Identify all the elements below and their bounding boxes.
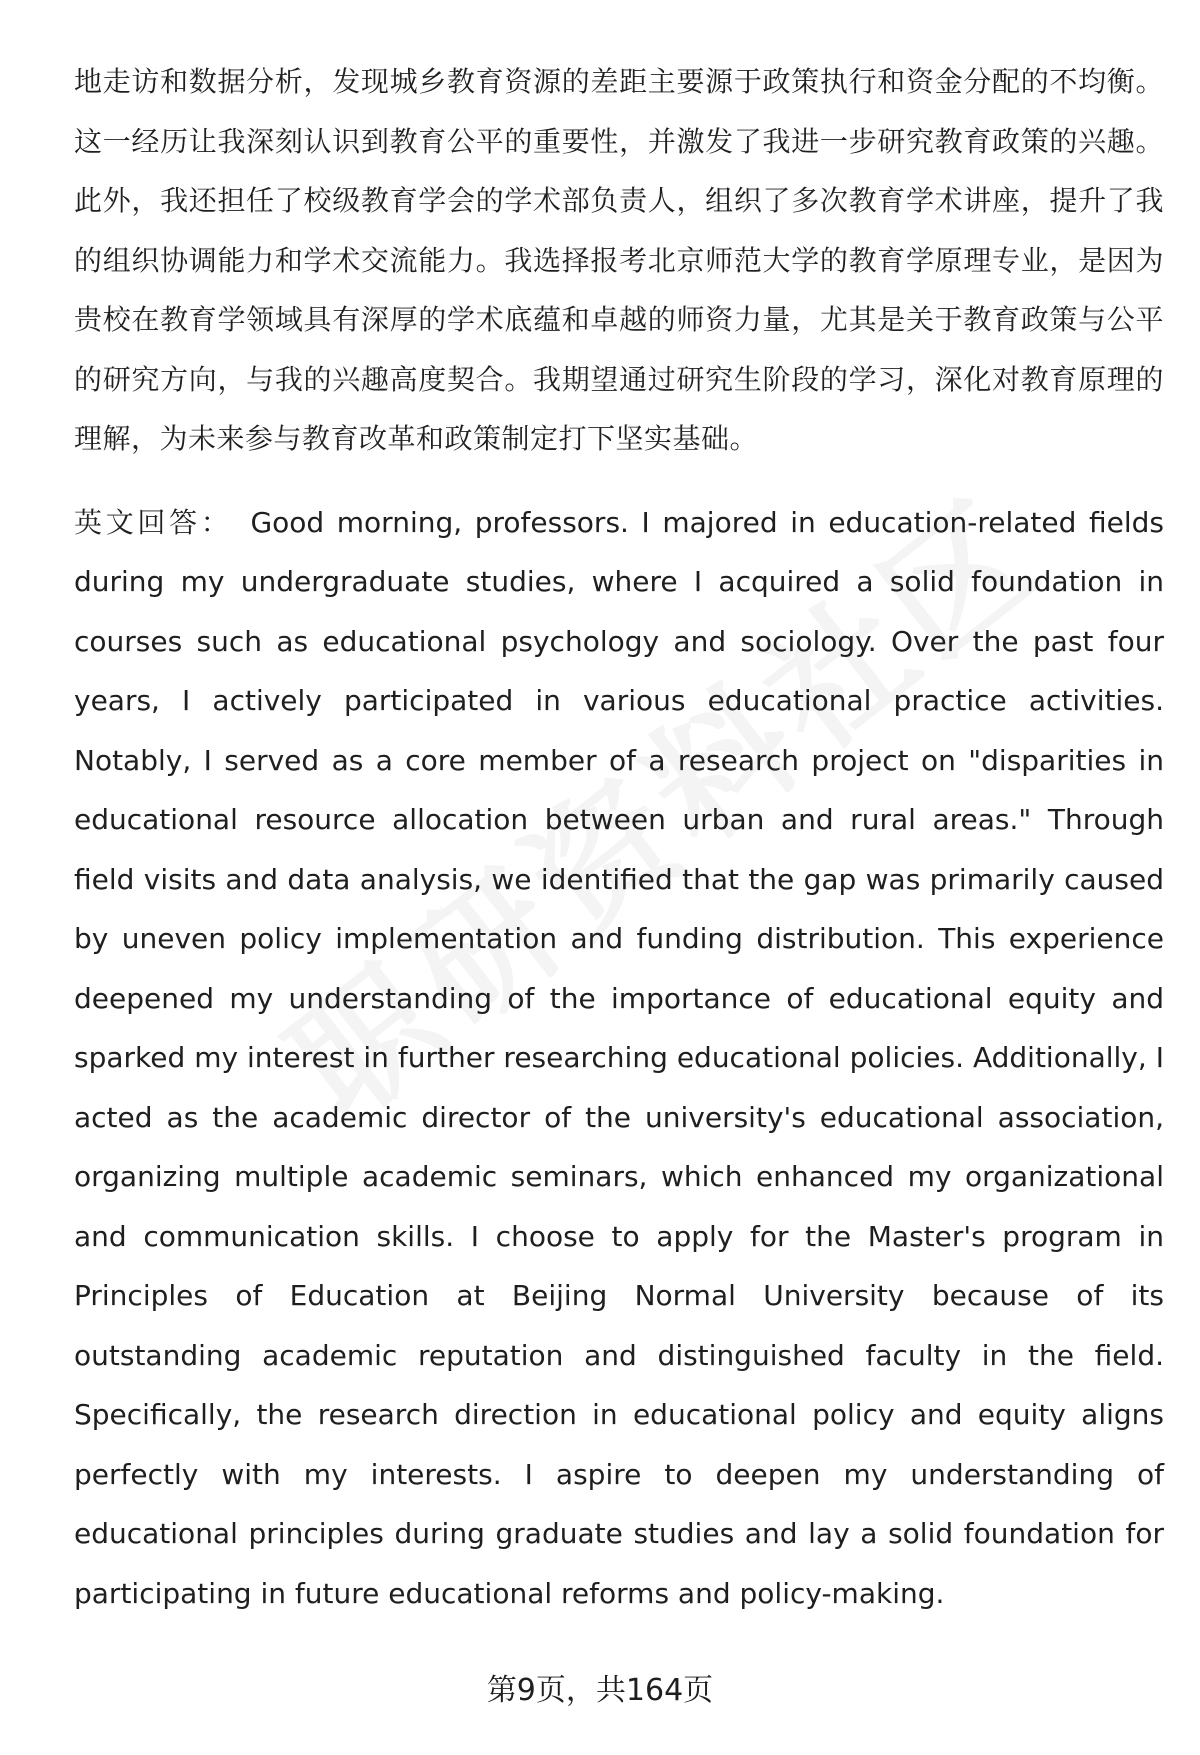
chinese-answer-paragraph: 地走访和数据分析，发现城乡教育资源的差距主要源于政策执行和资金分配的不均衡。这一经历让我深刻认识到教育公平的重要性，并激发了我进一步研究教育政策的兴趣。此外，我还担任了校级教育学会的学术部负责人，组织了多次教育学术讲座，提升了我的组织协调能力和学术交流能力。我选择报考北京师范大学的教育学原理专业，是因为贵校在教育学领域具有深厚的学术底蕴和卓越的师资力量，尤其是关于教育政策与公平的研究方向，与我的兴趣高度契合。我期望通过研究生阶段的学习，深化对教育原理的理解，为未来参与教育改革和政策制定打下坚实基础。	[74, 65, 1164, 455]
english-answer-label: 英文回答：	[74, 505, 233, 539]
english-answer-paragraph	[74, 493, 1164, 1624]
document-body	[74, 52, 1164, 1623]
page-number-footer: 第9页，共164页	[486, 1673, 714, 1708]
english-answer-text: Good morning, professors. I majored in education-related fields during my undergraduate studies, where I acquired a solid foundation in courses such as educational psychology and sociology. Over the past four years, I actively participated in various educational practice activities. Notably, I served as a core member of a research project on "disparities in educational resource allocation between urban and rural areas." Through field visits and data analysis, we identified that the gap was primarily caused by uneven policy implementation and funding distribution. This experience deepened my understanding of the importance of educational equity and sparked my interest in further researching educational policies. Additionally, I acted as the academic director of the university's educational association, organizing multiple academic seminars, which enhanced my organizational and communication skills. I choose to apply for the Master's program in Principles of Education at Beijing Normal University because of its outstanding academic reputation and distinguished faculty in the field. Specifically, the research direction in educational policy and equity aligns perfectly with my interests. I aspire to deepen my understanding of educational principles during graduate studies and lay a solid foundation for participating in future educational reforms and policy-making.	[74, 505, 1164, 1610]
